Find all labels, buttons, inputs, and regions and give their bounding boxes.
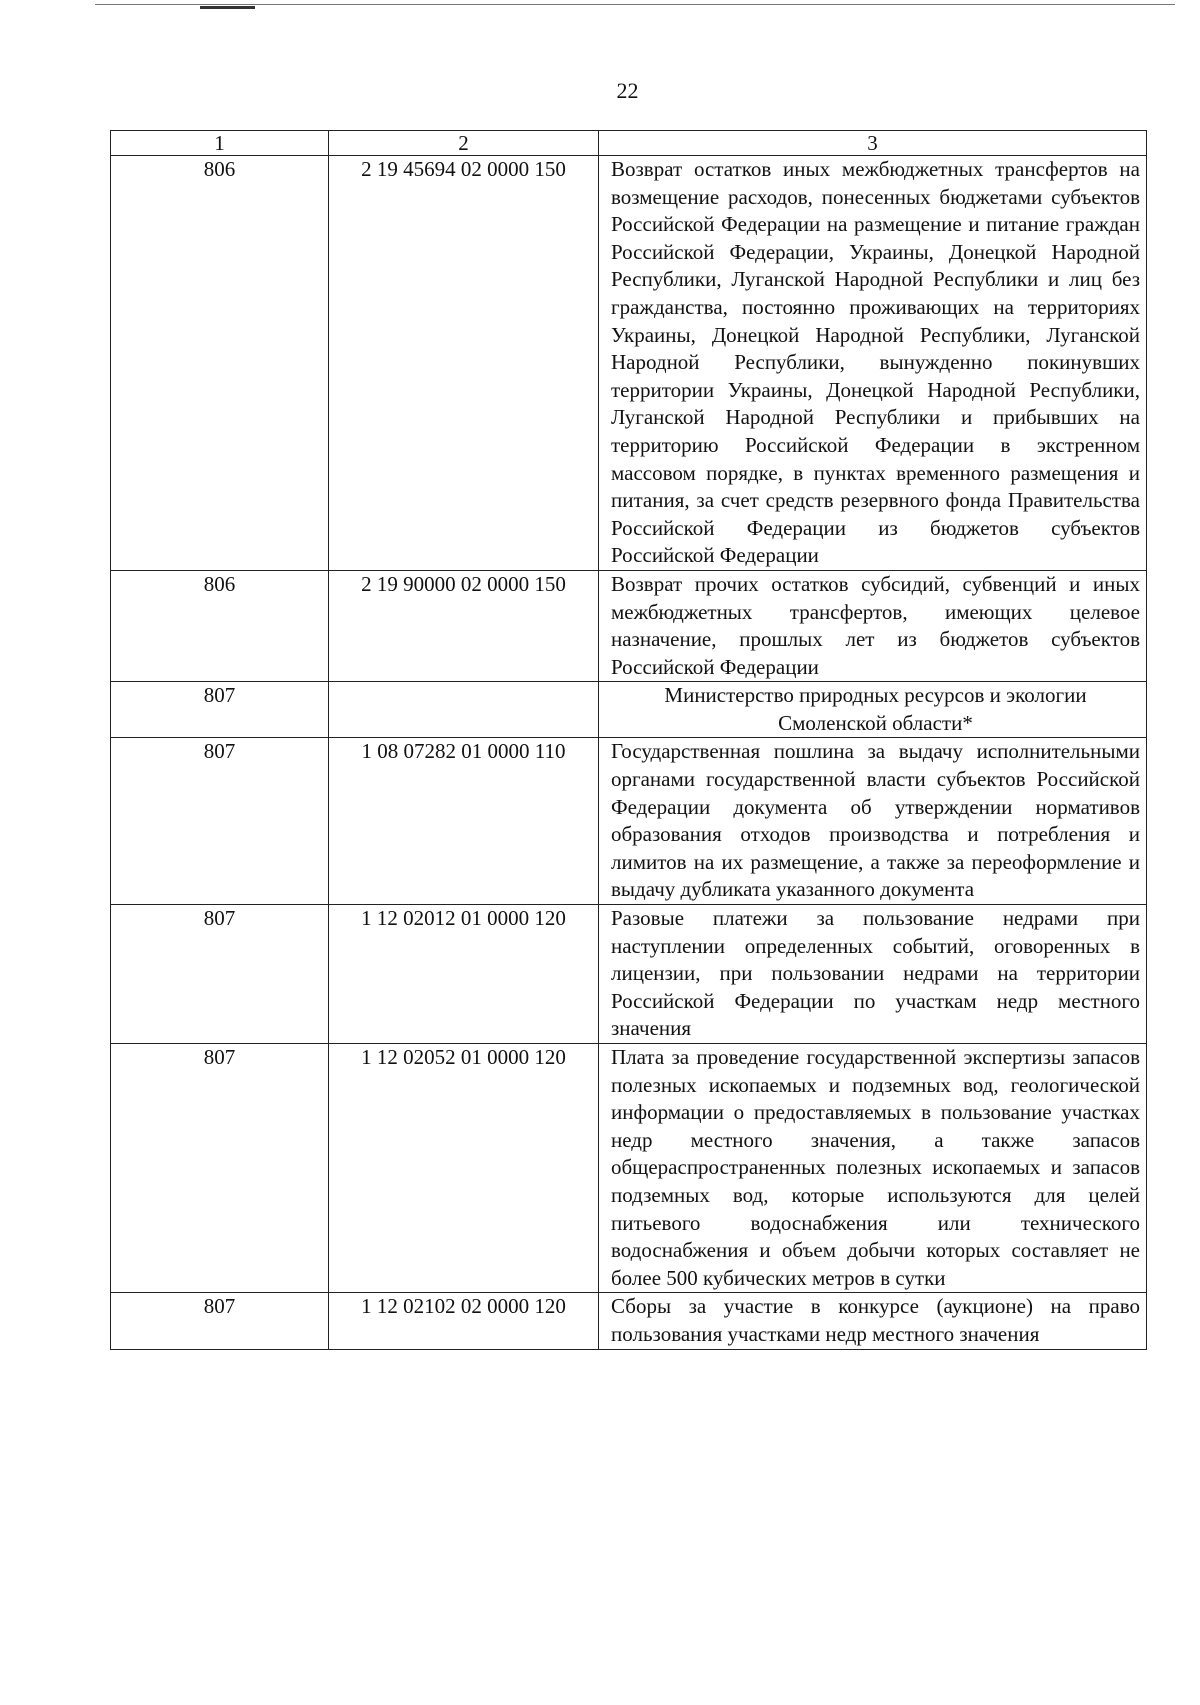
- admin-code: 807: [111, 905, 329, 1044]
- table-row: [111, 1044, 1147, 1293]
- table-row: [111, 738, 1147, 905]
- revenue-code: 2 19 90000 02 0000 150: [329, 570, 599, 681]
- table-row: [111, 1293, 1147, 1349]
- admin-code: 806: [111, 570, 329, 681]
- table-row: [111, 570, 1147, 681]
- revenue-description: Сборы за участие в конкурсе (аукционе) на право пользования участками недр местного значения: [599, 1293, 1147, 1349]
- revenue-code: 2 19 45694 02 0000 150: [329, 156, 599, 571]
- header-col2: 2: [329, 131, 599, 156]
- revenue-description: Государственная пошлина за выдачу исполнительными органами государственной власти субъектов Российской Федерации документа об утверждении нормативов образования отходов производства и потребления и лимитов на их размещение, а также за переоформление и выдачу дубликата указанного документа: [599, 738, 1147, 905]
- header-col3: 3: [599, 131, 1147, 156]
- revenue-code: 1 08 07282 01 0000 110: [329, 738, 599, 905]
- table-row-section-heading: [111, 682, 1147, 738]
- revenue-description: Возврат остатков иных межбюджетных трансфертов на возмещение расходов, понесенных бюджетами субъектов Российской Федерации на размещение и питание граждан Российской Федерации, Украины, Донецкой Народной Республики, Луганской Народной Республики и лиц без гражданства, постоянно проживающих на территориях Украины, Донецкой Народной Республики, Луганской Народной Республики, вынужденно покинувших территории Украины, Донецкой Народной Республики, Луганской Народной Республики и прибывших на территорию Российской Федерации в экстренном массовом порядке, в пунктах временного размещения и питания, за счет средств резервного фонда Правительства Российской Федерации из бюджетов субъектов Российской Федерации: [599, 156, 1147, 571]
- ministry-heading: Министерство природных ресурсов и экологии Смоленской области*: [599, 682, 1147, 738]
- revenue-description: Возврат прочих остатков субсидий, субвенций и иных межбюджетных трансфертов, имеющих целевое назначение, прошлых лет из бюджетов субъектов Российской Федерации: [599, 570, 1147, 681]
- revenue-code: 1 12 02012 01 0000 120: [329, 905, 599, 1044]
- table-header-row: [111, 131, 1147, 156]
- revenue-code: 1 12 02052 01 0000 120: [329, 1044, 599, 1293]
- admin-code: 807: [111, 1293, 329, 1349]
- table-row: [111, 156, 1147, 571]
- page-number: 22: [616, 78, 639, 103]
- revenue-description: Плата за проведение государственной экспертизы запасов полезных ископаемых и подземных вод, геологической информации о предоставляемых в пользование участках недр местного значения, а также запасов общераспространенных полезных ископаемых и запасов подземных вод, которые используются для целей питьевого водоснабжения или технического водоснабжения и объем добычи которых составляет не более 500 кубических метров в сутки: [599, 1044, 1147, 1293]
- revenue-code: [329, 682, 599, 738]
- revenue-code: 1 12 02102 02 0000 120: [329, 1293, 599, 1349]
- scan-artifact-mark: [200, 6, 255, 9]
- admin-code: 807: [111, 738, 329, 905]
- admin-code: 807: [111, 1044, 329, 1293]
- header-col1: 1: [111, 131, 329, 156]
- revenue-description: Разовые платежи за пользование недрами при наступлении определенных событий, оговоренных в лицензии, при пользовании недрами на территории Российской Федерации по участкам недр местного значения: [599, 905, 1147, 1044]
- admin-code: 807: [111, 682, 329, 738]
- budget-codes-table: [110, 130, 1147, 1350]
- table-row: [111, 905, 1147, 1044]
- scan-artifact-line: [95, 4, 1175, 5]
- admin-code: 806: [111, 156, 329, 571]
